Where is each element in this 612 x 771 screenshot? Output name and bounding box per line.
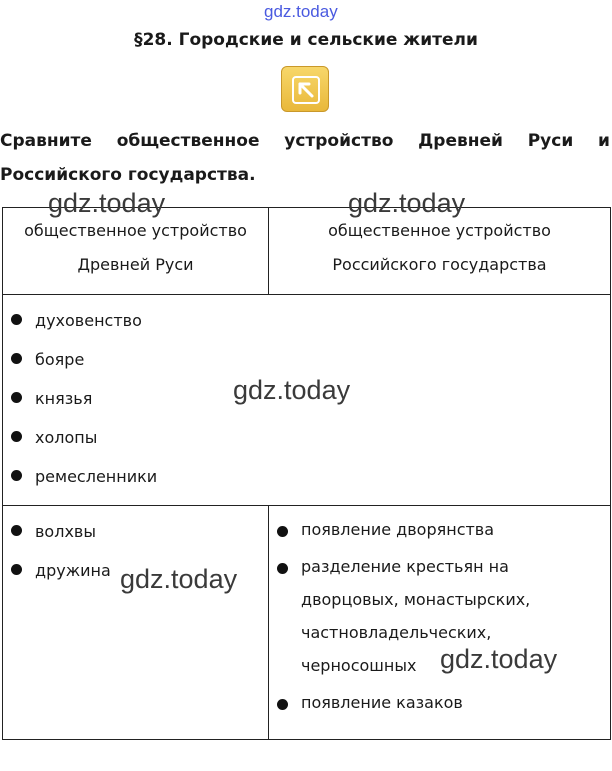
task-line-2: Российского государства. <box>0 165 256 185</box>
list-item-continuation: черносошных <box>301 656 417 675</box>
task-word: общественное <box>116 131 260 151</box>
page-title: §28. Городские и сельские жители <box>134 30 478 50</box>
watermark-lower-right: gdz.today <box>440 644 558 674</box>
task-word: и <box>598 131 610 151</box>
task-line-1 <box>0 124 612 158</box>
list-item: дружина <box>3 551 268 590</box>
header-line: общественное устройство <box>24 221 247 240</box>
right-only-cell <box>269 506 611 740</box>
header-cell-russian-state <box>269 208 611 295</box>
header-line: общественное устройство <box>328 221 551 240</box>
right-only-list <box>269 506 610 719</box>
list-item-continuation: частновладельческих, <box>301 623 492 642</box>
header-line: Российского государства <box>332 255 547 274</box>
list-item-continuation: дворцовых, монастырских, <box>301 590 531 609</box>
task-text <box>0 124 612 192</box>
back-button[interactable] <box>281 66 329 112</box>
watermark-header-right: gdz.today <box>348 188 466 218</box>
list-item: появление дворянства <box>269 513 610 546</box>
task-word: Древней <box>418 131 503 151</box>
task-word: Сравните <box>0 131 92 151</box>
watermark-lower-left: gdz.today <box>120 564 238 594</box>
arrow-up-left-icon <box>292 76 320 104</box>
watermark-middle: gdz.today <box>233 375 351 405</box>
list-item: бояре <box>3 340 610 379</box>
list-item: появление казаков <box>269 686 610 719</box>
watermark-top: gdz.today <box>264 2 338 21</box>
list-item: холопы <box>3 418 610 457</box>
list-item: волхвы <box>3 512 268 551</box>
header-cell-ancient-rus <box>3 208 269 295</box>
list-item: князья <box>3 379 610 418</box>
task-word: Руси <box>527 131 574 151</box>
left-only-cell <box>3 506 269 740</box>
header-line: Древней Руси <box>77 255 194 274</box>
watermark-header-left: gdz.today <box>48 188 166 218</box>
task-word: устройство <box>284 131 394 151</box>
list-item: ремесленники <box>3 457 610 496</box>
list-item: разделение крестьян на <box>269 550 610 583</box>
list-item: духовенство <box>3 301 610 340</box>
